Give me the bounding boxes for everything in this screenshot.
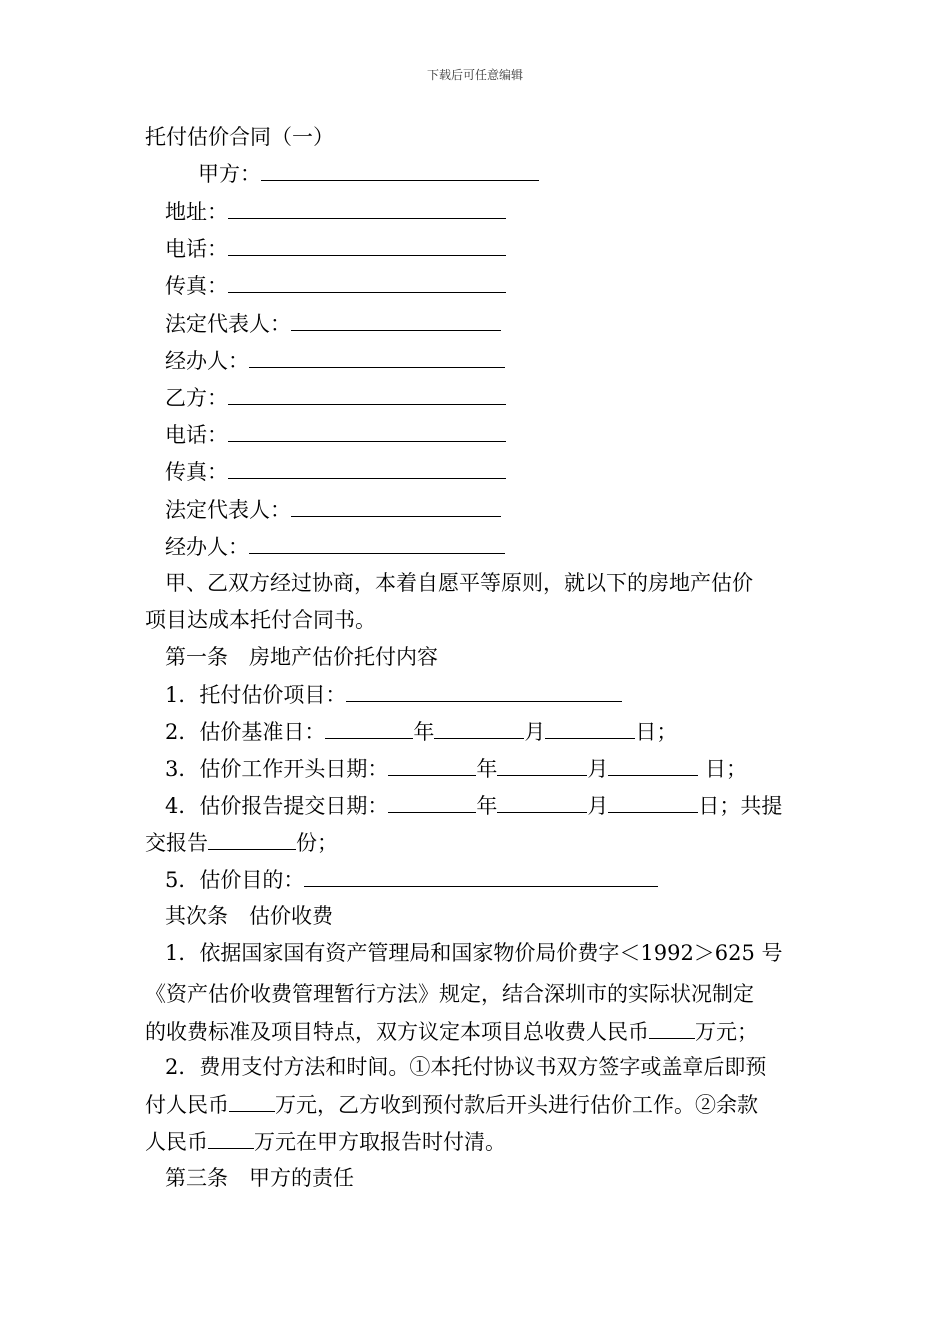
party-a-phone-label: 电话： — [165, 237, 228, 261]
party-a-phone-line — [165, 236, 506, 261]
party-a-address-label: 地址： — [165, 200, 228, 224]
report-count-label: 交报告 — [145, 831, 208, 855]
item-4-label: 4．估价报告提交日期： — [165, 794, 389, 818]
item-5-label: 5．估价目的： — [165, 868, 305, 892]
party-a-line — [198, 161, 539, 186]
month-label: 月 — [587, 757, 609, 781]
base-date-year-blank[interactable] — [325, 719, 413, 739]
base-date-day-blank[interactable] — [545, 719, 635, 739]
party-b-phone-line — [165, 422, 506, 447]
year-label: 年 — [413, 720, 435, 744]
party-b-phone-blank[interactable] — [228, 422, 506, 442]
start-date-day-blank[interactable] — [608, 756, 698, 776]
item-3-label: 3．估价工作开头日期： — [165, 757, 389, 781]
party-a-address-line — [165, 199, 506, 224]
party-b-fax-line — [165, 459, 506, 484]
article-1-item-5 — [165, 867, 658, 892]
item-1-label: 1．托付估价项目： — [165, 683, 347, 707]
article-1-item-4 — [165, 793, 782, 818]
article-2-p2-line-3 — [145, 1129, 506, 1154]
submit-date-month-blank[interactable] — [497, 793, 587, 813]
fee-unit: 万元； — [695, 1020, 758, 1044]
article-2-p1-line-1: 1．依据国家国有资产管理局和国家物价局价费字＜1992＞625 号 — [165, 941, 783, 965]
party-b-legal-rep-blank[interactable] — [291, 497, 501, 517]
month-label: 月 — [587, 794, 609, 818]
article-1-item-1 — [165, 682, 622, 707]
article-1-item-2 — [165, 719, 677, 744]
party-a-fax-label: 传真： — [165, 274, 228, 298]
fee-text: 的收费标准及项目特点，双方议定本项目总收费人民币 — [145, 1020, 649, 1044]
party-b-blank[interactable] — [228, 385, 506, 405]
article-2-p2-line-1: 2．费用支付方法和时间。①本托付协议书双方签字或盖章后即预 — [165, 1055, 767, 1079]
party-b-legal-rep-line — [165, 497, 501, 522]
article-2-title: 其次条 估价收费 — [165, 904, 333, 928]
party-a-legal-rep-line — [165, 311, 501, 336]
day-label: 日； — [635, 720, 678, 744]
article-2-p1-line-2: 《资产估价收费管理暂行方法》规定，结合深圳市的实际状况制定 — [145, 982, 754, 1006]
prepay-amount-blank[interactable] — [229, 1092, 275, 1112]
base-date-month-blank[interactable] — [434, 719, 524, 739]
day-label: 日；共提 — [698, 794, 783, 818]
party-a-handler-line — [165, 348, 505, 373]
party-b-line — [165, 385, 506, 410]
contract-title: 托付估价合同（一） — [145, 125, 334, 149]
party-b-handler-label: 经办人： — [165, 535, 249, 559]
intro-paragraph-line-2: 项目达成本托付合同书。 — [145, 608, 376, 632]
party-b-handler-blank[interactable] — [249, 534, 505, 554]
party-b-phone-label: 电话： — [165, 423, 228, 447]
article-3-title: 第三条 甲方的责任 — [165, 1166, 354, 1190]
month-label: 月 — [524, 720, 546, 744]
party-b-handler-line — [165, 534, 505, 559]
page-header-note: 下载后可任意编辑 — [426, 68, 523, 82]
total-fee-blank[interactable] — [649, 1019, 695, 1039]
party-b-fax-label: 传真： — [165, 460, 228, 484]
start-date-month-blank[interactable] — [497, 756, 587, 776]
copies-label: 份； — [296, 831, 338, 855]
intro-paragraph-line-1: 甲、乙双方经过协商，本着自愿平等原则，就以下的房地产估价 — [165, 571, 753, 595]
balance-text: 人民币 — [145, 1130, 208, 1154]
year-label: 年 — [476, 757, 498, 781]
appraisal-project-blank[interactable] — [346, 682, 622, 702]
party-a-address-blank[interactable] — [228, 199, 506, 219]
year-label: 年 — [476, 794, 498, 818]
article-1-item-3 — [165, 756, 747, 781]
article-2-p1-line-3 — [145, 1019, 758, 1044]
balance-text-2: 万元在甲方取报告时付清。 — [254, 1130, 506, 1154]
balance-amount-blank[interactable] — [208, 1129, 254, 1149]
submit-date-day-blank[interactable] — [608, 793, 698, 813]
party-a-legal-rep-label: 法定代表人： — [165, 312, 291, 336]
party-a-handler-blank[interactable] — [249, 348, 505, 368]
start-date-year-blank[interactable] — [388, 756, 476, 776]
day-label: 日； — [698, 757, 748, 781]
party-a-handler-label: 经办人： — [165, 349, 249, 373]
appraisal-purpose-blank[interactable] — [304, 867, 658, 887]
prepay-text: 付人民币 — [145, 1093, 229, 1117]
article-1-item-4-cont — [145, 830, 338, 855]
party-a-legal-rep-blank[interactable] — [291, 311, 501, 331]
item-2-label: 2．估价基准日： — [165, 720, 326, 744]
party-a-fax-line — [165, 273, 506, 298]
prepay-text-2: 万元，乙方收到预付款后开头进行估价工作。②余款 — [275, 1093, 758, 1117]
submit-date-year-blank[interactable] — [388, 793, 476, 813]
party-b-legal-rep-label: 法定代表人： — [165, 498, 291, 522]
report-count-blank[interactable] — [208, 830, 296, 850]
party-a-blank[interactable] — [261, 161, 539, 181]
article-1-title: 第一条 房地产估价托付内容 — [165, 645, 438, 669]
party-a-phone-blank[interactable] — [228, 236, 506, 256]
party-a-label: 甲方： — [198, 162, 261, 186]
party-a-fax-blank[interactable] — [228, 273, 506, 293]
party-b-fax-blank[interactable] — [228, 459, 506, 479]
article-2-p2-line-2 — [145, 1092, 758, 1117]
party-b-label: 乙方： — [165, 386, 228, 410]
